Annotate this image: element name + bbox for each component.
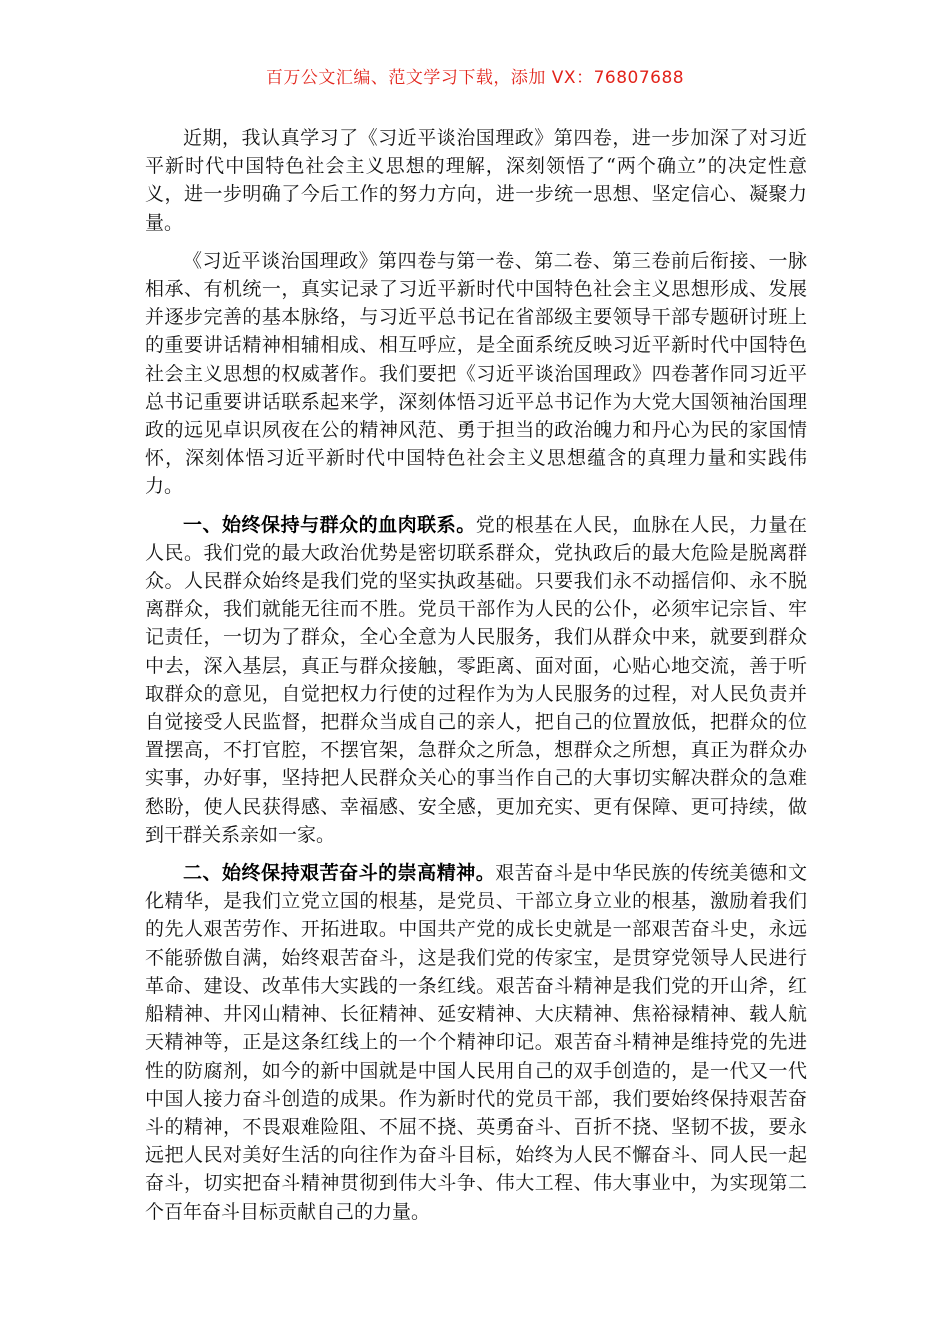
paragraph-text: 《习近平谈治国理政》第四卷与第一卷、第二卷、第三卷前后衔接、一脉相承、有机统一，真实记录了习近平新时代中国特色社会主义思想形成、发展并逐步完善的基本脉络，与习近平总书记在省部级主要领导干部专题研讨班上的重要讲话精神相辅相成、相互呼应，是全面系统反映习近平新时代中国特色社会主义思想的权威著作。我们要把《习近平谈治国理政》四卷著作同习近平总书记重要讲话联系起来学，深刻体悟习近平总书记作为大党大国领袖治国理政的远见卓识夙夜在公的精神风范、勇于担当的政治魄力和丹心为民的家国情怀，深刻体悟习近平新时代中国特色社会主义思想蕴含的真理力量和实践伟力。 <box>145 249 807 498</box>
paragraph-intro <box>145 124 807 237</box>
paragraph-text: 艰苦奋斗是中华民族的传统美德和文化精华，是我们立党立国的根基，是党员、干部立身立业的根基，激励着我们的先人艰苦劳作、开拓进取。中国共产党的成长史就是一部艰苦奋斗史，永远不能骄傲自满，始终艰苦奋斗，这是我们党的传家宝，是贯穿党领导人民进行革命、建设、改革伟大实践的一条红线。艰苦奋斗精神是我们党的开山斧，红船精神、井冈山精神、长征精神、延安精神、大庆精神、焦裕禄精神、载人航天精神等，正是这条红线上的一个个精神印记。艰苦奋斗精神是维持党的先进性的防腐剂，如今的新中国就是中国人民用自己的双手创造的，是一代又一代中国人接力奋斗创造的成果。作为新时代的党员干部，我们要始终保持艰苦奋斗的精神，不畏艰难险阻、不屈不挠、英勇奋斗、百折不挠、坚韧不拔，要永远把人民对美好生活的向往作为奋斗目标，始终为人民不懈奋斗、同人民一起奋斗，切实把奋斗精神贯彻到伟大斗争、伟大工程、伟大事业中，为实现第二个百年奋斗目标贡献自己的力量。 <box>145 862 807 1223</box>
paragraph-text: 近期，我认真学习了《习近平谈治国理政》第四卷，进一步加深了对习近平新时代中国特色社会主义思想的理解，深刻领悟了“两个确立”的决定性意义，进一步明确了今后工作的努力方向，进一步统一思想、坚定信心、凝聚力量。 <box>145 127 807 234</box>
header-banner: 百万公文汇编、范文学习下载，添加 VX：76807688 <box>265 68 685 88</box>
paragraph-section-two <box>145 859 807 1226</box>
document-body <box>145 124 807 1236</box>
paragraph-text: 党的根基在人民，血脉在人民，力量在人民。我们党的最大政治优势是密切联系群众，党执政后的最大危险是脱离群众。人民群众始终是我们党的坚实执政基础。只要我们永不动摇信仰、永不脱离群众，我们就能无往而不胜。党员干部作为人民的公仆，必须牢记宗旨、牢记责任，一切为了群众，全心全意为人民服务，我们从群众中来，就要到群众中去，深入基层，真正与群众接触，零距离、面对面，心贴心地交流，善于听取群众的意见，自觉把权力行使的过程作为为人民服务的过程，对人民负责并自觉接受人民监督，把群众当成自己的亲人，把自己的位置放低，把群众的位置摆高，不打官腔，不摆官架，急群众之所急，想群众之所想，真正为群众办实事，办好事，坚持把人民群众关心的事当作自己的大事切实解决群众的急难愁盼，使人民获得感、幸福感、安全感，更加充实、更有保障、更可持续，做到干群关系亲如一家。 <box>145 513 807 846</box>
paragraph-overview <box>145 247 807 501</box>
section-two-heading: 二、始终保持艰苦奋斗的崇高精神。 <box>183 862 496 885</box>
paragraph-section-one <box>145 511 807 849</box>
section-one-heading: 一、始终保持与群众的血肉联系。 <box>183 513 476 536</box>
